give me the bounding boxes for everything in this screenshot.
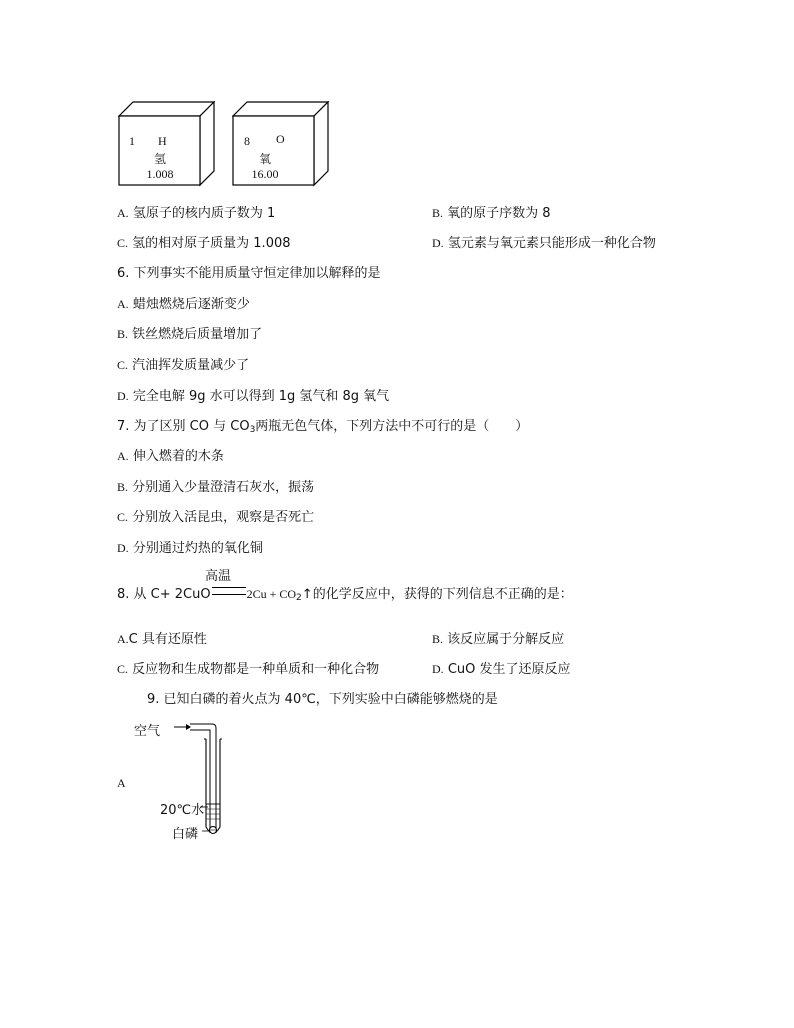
element-number: 1 <box>129 134 135 148</box>
q7-stem: 7. 为了区别 CO 与 $CO_3$两瓶无色气体，下列方法中不可行的是（ ） <box>117 419 529 435</box>
q8-option-c: C. 反应物和生成物都是一种单质和一种化合物 <box>117 662 380 677</box>
q7-option-b: B. 分别通入少量澄清石灰水，振荡 <box>117 480 315 495</box>
element-mass: 1.008 <box>146 167 174 181</box>
element-name: 氧 <box>258 152 271 166</box>
element-symbol: O <box>276 132 285 146</box>
q7-option-d: D. 分别通过灼热的氧化铜 <box>117 541 263 556</box>
element-number: 8 <box>244 134 250 148</box>
q8-stem: 8. 从 C+ 2CuO $2Cu + CO_2↑$的化学反应中，获得的下列信息不正确的是： <box>117 587 573 603</box>
q5-option-b: B. 氧的原子序数为 8 <box>432 206 551 221</box>
q9-phosphorus-label: 白磷 <box>172 827 199 842</box>
q9-air-label: 空气 <box>134 724 161 739</box>
q8-option-a: A.C 具有还原性 <box>117 632 207 647</box>
q9-stem: 9. 已知白磷的着火点为 40℃，下列实验中白磷能够燃烧的是 <box>147 692 498 707</box>
q9-option-a-label: A <box>117 776 126 790</box>
q5-option-a: A. 氢原子的核内质子数为 1 <box>117 206 276 221</box>
q9-test-tube-diagram <box>160 715 240 845</box>
q5-option-c: C. 氢的相对原子质量为 1.008 <box>117 236 291 251</box>
q6-stem: 6. 下列事实不能用质量守恒定律加以解释的是 <box>117 266 381 281</box>
q5-option-d: D. 氢元素与氧元素只能形成一种化合物 <box>432 236 656 251</box>
delivery-tube <box>190 724 216 833</box>
q9-water-label: 20℃水 <box>160 803 205 818</box>
oxygen-element-card <box>232 101 330 187</box>
q7-option-a: A. 伸入燃着的木条 <box>117 449 224 464</box>
q8-option-d: D. CuO 发生了还原反应 <box>432 662 571 677</box>
element-mass: 16.00 <box>251 167 279 181</box>
q7-option-c: C. 分别放入活昆虫，观察是否死亡 <box>117 510 315 525</box>
element-name: 氢 <box>153 152 166 166</box>
air-arrowhead <box>186 724 191 730</box>
q6-option-d: D. 完全电解 9g 水可以得到 1g 氢气和 8g 氧气 <box>117 389 390 404</box>
hydrogen-element-card <box>118 101 216 187</box>
q8-option-b: B. 该反应属于分解反应 <box>432 632 565 647</box>
q6-option-b: B. 铁丝燃烧后质量增加了 <box>117 327 263 342</box>
q8-reaction-condition: 高温 <box>205 569 232 584</box>
q6-option-c: C. 汽油挥发质量减少了 <box>117 358 250 373</box>
q8-equals-sign <box>212 587 246 595</box>
q6-option-a: A. 蜡烛燃烧后逐渐变少 <box>117 297 250 312</box>
element-symbol: H <box>158 134 167 148</box>
